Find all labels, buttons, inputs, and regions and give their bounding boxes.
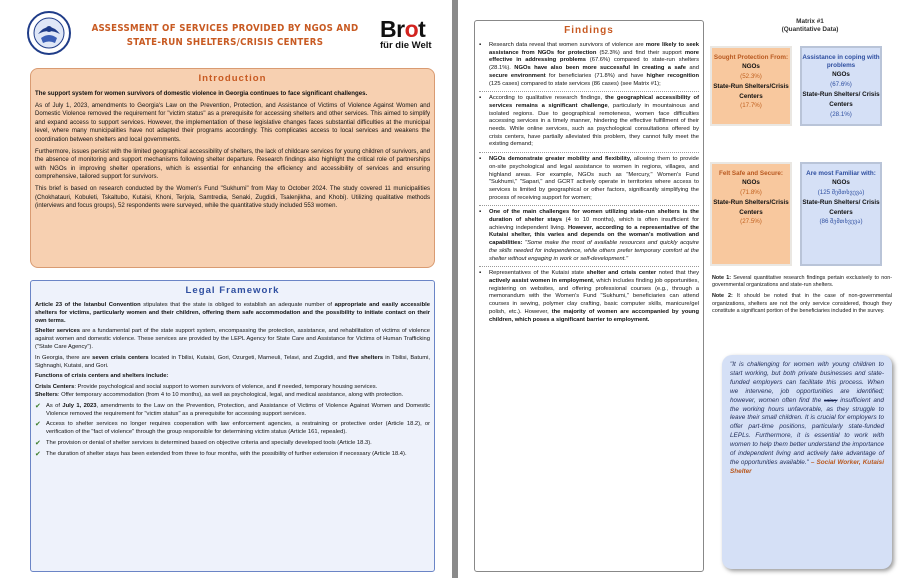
intro-paragraph-2: Furthermore, issues persist with the limited geographical accessibility of shelters, the lack of childcare services for young children of survivors, and the absence of monitoring and support mechanisms following shelter departure. Research findings also highlight the critical role of partnerships with NGOs in improving shelter operations, which is essential for enhancing the efficiency and accessibility of services and ensuring comprehensive, tailored support for survivors. (35, 147, 430, 181)
checkmark-icon: ✔ (35, 421, 41, 429)
findings-box (474, 20, 704, 572)
legal-framework-box (30, 280, 435, 572)
introduction-box (30, 68, 435, 268)
divider (479, 152, 699, 153)
social-worker-quote: "It is challenging for women with young children to start working, but both private businesses and state-funded employers can facilitate this process. When we intervene, job opportunities are identified; however, women often find the salary insufficient and the working hours unfavorable, as they struggle to leave their small children. It is crucial for employers to offer part-time positions, particularly state-funded LEPLs. Furthermore, it is essential to work with women to help them better understand the importance of independent living and actively take advantage of the opportunities available." – Social Worker, Kutaisi Shelter (722, 355, 892, 569)
organization-emblem-icon (26, 10, 72, 56)
note-2: Note 2: It should be noted that in the case of non-governmental organizations, shelters are not the only service considered, though they constitute a significant portion of the beneficiaries included in the survey. (712, 293, 892, 314)
bullet-icon: ▪ (479, 42, 482, 48)
bullet-icon: ▪ (479, 270, 482, 277)
right-page (458, 0, 900, 578)
finding-item: ▪ Representatives of the Kutaisi state shelter and crisis center noted that they actively assist women in employment, which includes finding job opportunities, registering on websites, and offering professional courses (e.g., through a memorandum with the Women's Fund "Sukhumi," beneficiaries can attend courses in sewing, polymer clay crafting, basic computer skills, manicure/gel polish, etc.). However, the majority of women are accompanied by young children, which poses a significant barrier to employment. (479, 270, 700, 323)
matrix-box-felt-safe: Felt Safe and Secure: NGOs (71.8%) State-Run Shelters/Crisis Centers (27.5%) (710, 162, 792, 266)
checkmark-icon: ✔ (35, 402, 41, 410)
finding-item: ▪ NGOs demonstrate greater mobility and flexibility, allowing them to provide on-site psychological and legal assistance to women in regions, villages, and highland areas. For example, NGOs such as "Mercury," Women's Fund "Sukhumi," "Sapari," and GCRT actively operate in territories where access to services is limited by geographical or other factors, significantly simplifying the process of receiving support for women; (479, 156, 700, 201)
legal-check-item: ✔ The provision or denial of shelter services is determined based on objective criteria and specially developed tools (Article 18.3). (35, 439, 372, 447)
intro-paragraph-1: As of July 1, 2023, amendments to Georgia's Law on the Prevention, Protection, and Assistance of Victims of Violence Against Women and Domestic Violence removed the requirement for "victim status" as a prerequisite for accessing shelters and other services. This aimed to simplify and expand access to support services. However, the implementation of these legislative changes faces substantial difficulties at the municipal level, where many municipalities have not adapted their programs accordingly. This complicates access to local services and weakens the coordination between shelters and local governments. (35, 101, 430, 143)
legal-check-item: ✔ As of July 1, 2023, amendments to the Law on the Prevention, Protection, and Assistance of Victims of Violence Against Women and Domestic Violence removed the requirement for "victim status" as a prerequisite for accessing support services. (35, 402, 430, 417)
intro-paragraph-3: This brief is based on research conducted by the Women's Fund "Sukhumi" from May to October 2024. The study covered 11 municipalities (Chokhatauri, Kobuleti, Tskaltubo, Kutaisi, Khoni, Terjola, Samtredia, Senaki, Zugdidi, Tsalenjikha, and Khobi). Utilizing qualitative methods (interviews and focus groups), 52 respondents were surveyed, while the quantitative study included 553 women. (35, 184, 430, 210)
matrix-title: Matrix #1 (Quantitative Data) (781, 18, 839, 33)
brot-fur-die-welt-logo: Brot für die Welt (380, 16, 432, 51)
checkmark-icon: ✔ (35, 450, 41, 458)
legal-paragraph-3: In Georgia, there are seven crisis centers located in Tbilisi, Kutaisi, Gori, Ozurgeti, Marneuli, Telavi, and Zugdidi, and five shelters in Tbilisi, Batumi, Sighnaghi, Kutaisi, and Gori. (35, 354, 430, 369)
intro-lead: The support system for women survivors of domestic violence in Georgia continues to face significant challenges. (35, 90, 368, 97)
note-1: Note 1: Several quantitative research findings pertain exclusively to non-governmental organizations and state-run shelters. (712, 275, 892, 289)
document-title: ASSESSMENT OF SERVICES PROVIDED BY NGOS AND STATE-RUN SHELTERS/CRISIS CENTERS (91, 23, 359, 48)
bullet-icon: ▪ (479, 156, 482, 163)
findings-heading: Findings (564, 25, 614, 36)
matrix-notes (712, 275, 892, 319)
matrix-box-assistance: Assistance in coping with problems NGOs (67.6%) State-Run Shelters/ Crisis Centers (28.1%) (800, 46, 882, 126)
legal-functions-heading: Functions of crisis centers and shelters include: (35, 373, 169, 380)
legal-crisis-centers: Crisis Centers: Provide psychological and social support to women survivors of violence, and if needed, temporary housing services. Shelters: Offer temporary accommodation (from 4 to 10 months), as well as psychological, legal, and medical assistance, along with protection. (35, 384, 404, 398)
matrix-box-most-familiar: Are most Familiar with: NGOs (125 შემთხვევა) State-Run Shelters/ Crisis Centers (86 შემთხვევა) (800, 162, 882, 266)
legal-framework-heading: Legal Framework (185, 285, 280, 296)
checkmark-icon: ✔ (35, 439, 41, 447)
legal-check-item: ✔ Access to shelter services no longer requires cooperation with law enforcement agencies, a restraining or protective order (Article 18.2), or verification of the "fact of violence" through the group responsible for determining victim status (Article 161, repealed). (35, 421, 430, 436)
introduction-heading: Introduction (198, 73, 267, 84)
matrix-box-sought-protection: Sought Protection From: NGOs (52.3%) State-Run Shelters/Crisis Centers (17.7%) (710, 46, 792, 126)
bullet-icon: ▪ (479, 95, 482, 102)
divider (479, 205, 699, 206)
legal-paragraph-1: Article 23 of the Istanbul Convention stipulates that the state is obliged to establish an adequate number of appropriate and easily accessible shelters for victims, particularly women and their children, offering them safe accommodation and the possibility to initiate contact on their own terms. (35, 302, 430, 324)
divider (479, 266, 699, 267)
legal-paragraph-2: Shelter services are a fundamental part of the state support system, encompassing the protection, assistance, and rehabilitation of victims of violence against women and domestic violence. These services are provided by the LEPL Agency for State Care and Assistance for Victims of Human Trafficking ("State Care Agency"). (35, 328, 430, 350)
legal-check-item: ✔ The duration of shelter stays has been extended from three to four months, with the possibility of further extension if necessary (Article 18.4). (35, 450, 407, 458)
finding-item: ▪ Research data reveal that women survivors of violence are more likely to seek assistance from NGOs for protection (52.3%) and find their support more effective in addressing problems (67.6%) compared to state-run shelters (28.1%). NGOs have also been more successful in creating a safe and secure environment for beneficiaries (71.8%) and have higher recognition (125 cases) compared to state services (86 cases) (see Matrix #1); (479, 42, 700, 87)
finding-item: ▪ According to qualitative research findings, the geographical accessibility of services remains a significant challenge, particularly in mountainous and isolated regions. Due to geographical remoteness, women face difficulties accessing services in a timely manner, hindering the effective fulfillment of their needs. While online services, such as psychological consultations offered by crisis centers, have partially alleviated this problem, they cannot fully meet the existing demand; (479, 95, 700, 148)
finding-item: ▪ One of the main challenges for women utilizing state-run shelters is the duration of shelter stays (4 to 10 months), which is often insufficient for achieving independent living. However, according to a representative of the Kutaisi shelter, this varies and depends on the woman's motivation and capabilities: "Some make the most of available resources and quickly acquire the skills needed for independence, while others prefer temporary comfort at the shelter without engaging in work or self-development." (479, 209, 699, 262)
bullet-icon: ▪ (479, 209, 482, 216)
divider (479, 91, 699, 92)
